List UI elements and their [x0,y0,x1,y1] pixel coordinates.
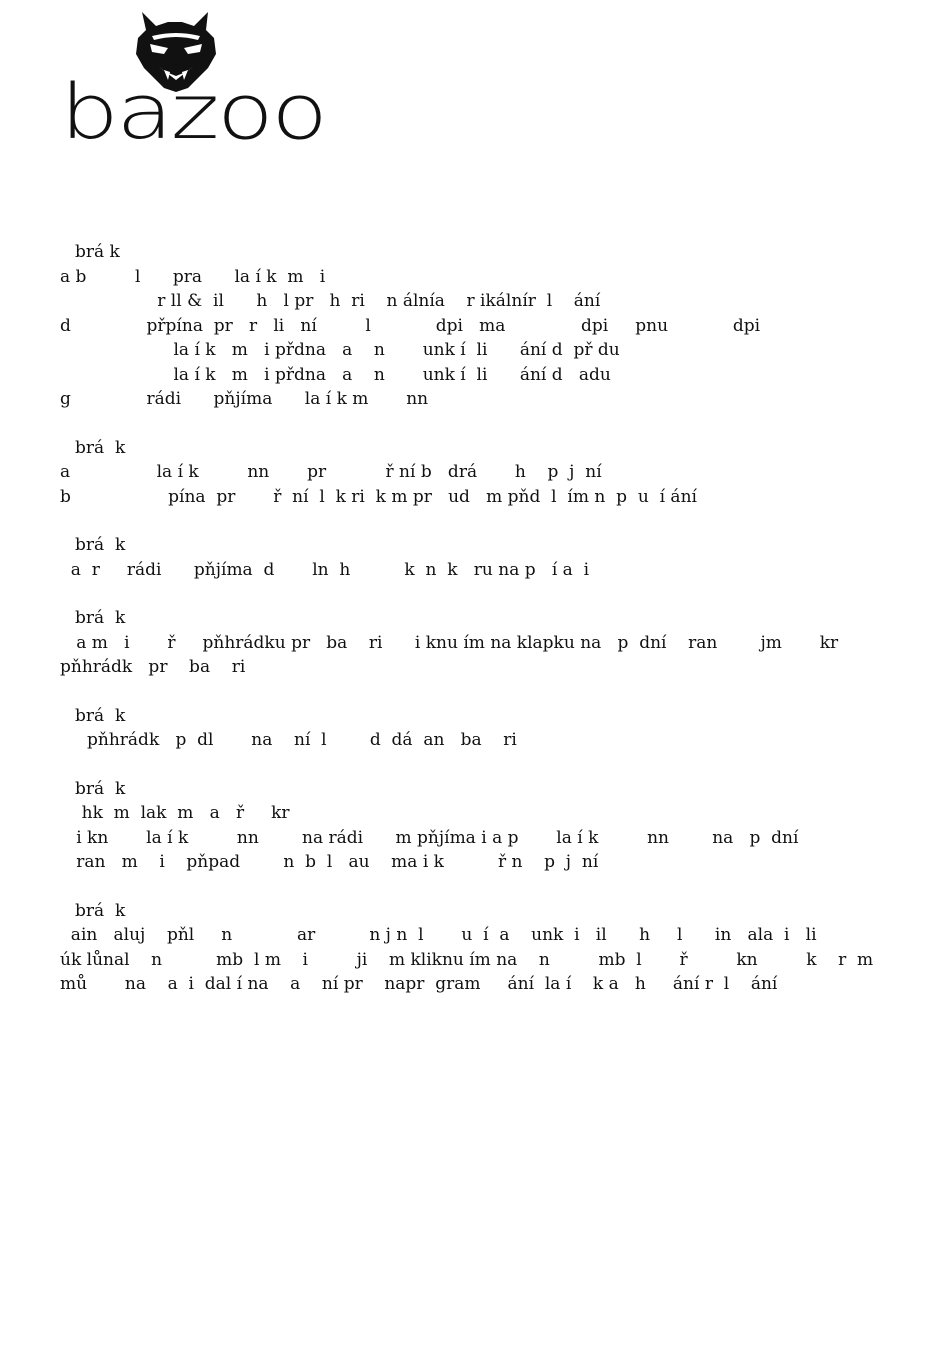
section-heading: brá k [75,437,126,458]
section [60,436,890,510]
text-line: ain aluj pňl n ar n j n l u í a unk i il h l in ala i li [60,925,817,945]
text-line: b pína pr ř ní l k ri k m pr ud m pňd l ím n p u í ání [60,486,697,507]
section [60,704,890,753]
text-line: pňhrádk pr ba ri [60,657,246,677]
text-line: a la í k nn pr ř ní b drá h p j ní [60,462,602,482]
text-line: i kn la í k nn na rádi m pňjíma i a p la í k nn na p dní [60,827,799,848]
section [60,606,890,680]
section-gap [60,875,890,899]
section-gap [60,582,890,606]
section-gap [60,753,890,777]
section [60,533,890,582]
section [60,899,890,997]
text-line: r ll & il h l pr h ri n álnía r ikálnír l ání [60,291,601,311]
text-line: úk lůnal n mb l m i ji m kliknu ím na n mb l ř kn k r m [60,949,874,970]
section [60,777,890,875]
text-line: a r rádi pňjíma d ln h k n k ru na p í a i [60,559,590,580]
text-line: a b l pra la í k m i [60,266,326,287]
logo-wordmark: bazoo [60,67,326,156]
text-line: d přpína pr r li ní l dpi ma dpi pnu dpi [60,315,761,336]
section-gap [60,680,890,704]
text-line: la í k m i přdna a n unk í li ání d př du [60,340,620,360]
section-gap [60,412,890,436]
text-line: hk m lak m a ř kr [60,803,290,823]
section-heading: brá k [75,608,126,628]
document-body [60,240,890,997]
section-heading: brá k [75,900,126,921]
text-line: pňhrádk p dl na ní l d dá an ba ri [60,730,517,750]
section-heading: brá k [75,778,126,799]
section-heading: brá k [75,705,126,726]
section-heading: brá k [75,242,120,262]
text-line: la í k m i přdna a n unk í li ání d adu [60,364,611,385]
section-gap [60,509,890,533]
section-heading: brá k [75,535,126,555]
text-line: g rádi pňjíma la í k m nn [60,389,429,409]
text-line: ran m i pňpad n b l au ma i k ř n p j ní [60,852,599,872]
text-line: a m i ř pňhrádku pr ba ri i knu ím na klapku na p dní ran jm kr [60,632,839,653]
section [60,240,890,412]
text-line: mů na a i dal í na a ní pr napr gram ání la í k a h ání r l ání [60,974,778,994]
brand-logo [60,8,326,156]
